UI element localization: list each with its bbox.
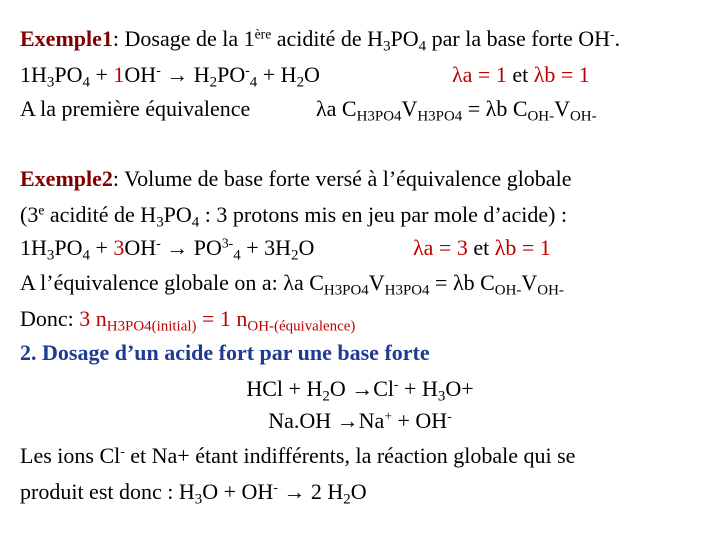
naoh-equation: Na.OH →Na+ + OH- [268, 408, 452, 433]
hcl-equation: HCl + $H_2O \to Cl^- + H_3O+$ [246, 376, 474, 405]
section2-heading: 2. Dosage d’un acide fort par une base forte [20, 340, 430, 365]
paragraph-line1: Les ions Cl- et Na+ étant indifférents, la réaction globale qui se [20, 443, 576, 468]
example1-label: Exemple1 [20, 26, 113, 51]
example2-equation: $1H_3PO_4 + 3OH^- \to PO^{3-}_4 + 3H_2O$ [20, 235, 315, 264]
example2-global-text: A l’équivalence globale on a: λa $C_{H3PO4}V_{H3PO4} = \lambda b$ $C_{OH-}V_{OH-}$ [20, 270, 564, 299]
example2-conclusion: Donc: 3 $n_{H3PO4(initial)} = 1$ $n_{OH-(équivalence)}$ [20, 306, 356, 335]
example1-relation: λa $C_{H3PO4}V_{H3PO4} = \lambda b$ $C_{OH-}V_{OH-}$ [316, 96, 597, 125]
example1-equivalence-text: A la première équivalence [20, 96, 251, 121]
example1-title-line: Exemple1: Dosage de la 1ère acidité de $H_3PO_4$ par la base forte OH-. [20, 26, 621, 55]
example1-equation: $1H_3PO_4 + 1OH^- \to H_2PO^-_4 + H_2O$ [20, 62, 320, 91]
example2-label: Exemple2 [20, 166, 113, 191]
example1-lambdas: λa = 1 et λb = 1 [452, 62, 590, 87]
example2-lambdas: λa = 3 et λb = 1 [413, 235, 551, 260]
example2-title-line: Exemple2: Volume de base forte versé à l’équivalence globale [20, 166, 572, 191]
paragraph-line2: produit est donc : $H_3O + OH^- \to 2$ $H_2O$ [20, 479, 367, 508]
example2-subtitle: (3e acidité de $H_3PO_4$ : 3 protons mis en jeu par mole d’acide) : [20, 202, 568, 231]
